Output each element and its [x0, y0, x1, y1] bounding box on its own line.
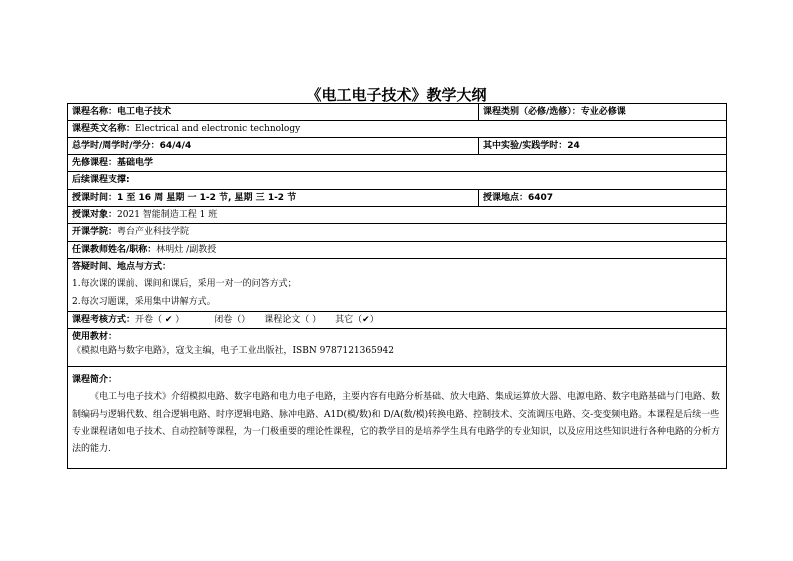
prereq-cell: [67, 154, 727, 172]
value: 2021 智能制造工程 1 班: [117, 210, 218, 220]
college-cell: [67, 223, 727, 242]
label: 授课地点：: [483, 193, 529, 203]
value: 6407: [528, 193, 554, 203]
course-type-cell: [478, 103, 727, 121]
value: 《模拟电路与数字电路》，寇戈主编，电子工业出版社，ISBN 9787121365942: [72, 346, 395, 356]
label: 开课学院：: [72, 227, 118, 237]
place-cell: [478, 189, 727, 207]
followup-cell: [67, 171, 727, 190]
label: 使用教材：: [72, 332, 118, 342]
lab-hours-cell: [478, 137, 727, 155]
label: 任课教师姓名/职称：: [72, 245, 157, 255]
qa-line: 2.每次习题课，采用集中讲解方式。: [72, 296, 216, 307]
exam-option-other: 其它（✔）: [335, 315, 379, 325]
label: 授课对象：: [72, 210, 118, 220]
label: 课程英文名称：: [72, 124, 136, 134]
label: 其中实验/实践学时：: [483, 141, 568, 151]
time-cell: [67, 189, 479, 207]
target-cell: [67, 206, 727, 224]
page-title: 《电工电子技术》教学大纲: [306, 86, 487, 104]
label: 先修课程：: [72, 158, 118, 168]
value: 电工电子技术: [117, 107, 172, 117]
label: 课程类别（必修/选修）：: [483, 107, 581, 117]
value: 24: [567, 141, 580, 151]
exam-option-open: 开卷（ ✔ ）: [135, 315, 185, 325]
label: 授课时间：: [72, 193, 118, 203]
value: 粤台产业科技学院: [117, 227, 190, 237]
value: 林明灶 /副教授: [156, 245, 217, 255]
label: 后续课程支撑:: [72, 175, 130, 185]
value: Electrical and electronic technology: [135, 124, 301, 134]
value: 64/4/4: [159, 141, 192, 151]
label: 课程简介：: [72, 375, 118, 385]
exam-cell: [67, 311, 727, 329]
value: 专业必修课: [580, 107, 626, 117]
teacher-cell: [67, 241, 727, 259]
label: 课程考核方式：: [72, 315, 136, 325]
textbook-cell: [67, 328, 727, 367]
qa-line: 1.每次课的课前、课间和课后，采用一对一的问答方式；: [72, 279, 297, 290]
hours-cell: [67, 137, 479, 155]
exam-option-paper: 课程论文（ ）: [264, 315, 322, 325]
value: 1 至 16 周 星期 一 1-2 节, 星期 三 1-2 节: [117, 193, 297, 203]
label: 课程名称：: [72, 107, 118, 117]
label: 总学时/周学时/学分：: [72, 141, 160, 151]
qa-cell: [67, 258, 727, 312]
value: 基础电学: [117, 158, 154, 168]
english-name-cell: [67, 120, 727, 138]
course-name-cell: [67, 103, 479, 121]
label: 答疑时间、地点与方式：: [72, 262, 172, 272]
intro-cell: [67, 366, 727, 469]
intro-text: 《电工与电子技术》介绍模拟电路、数字电路和电力电子电路，主要内容有电路分析基础、放大电路、集成运算放大器、电源电路、数字电路基础与门电路、数制编码与逻辑代数、组合逻辑电路、时序逻辑电路、脉冲电路、A1D(模/数)和 D/A(数/模)转换电路、控制技术、交流调压电路、交-变变频电路。本课程是后续一些专业课程诸如电子技术、自动控制等课程，为一门极重要的理论性课程，它的教学目的是培养学生具有电路学的专业知识，以及应用这些知识进行各种电路的分析方法的能力.: [72, 392, 721, 455]
exam-option-closed: 闭卷（）: [214, 315, 251, 325]
